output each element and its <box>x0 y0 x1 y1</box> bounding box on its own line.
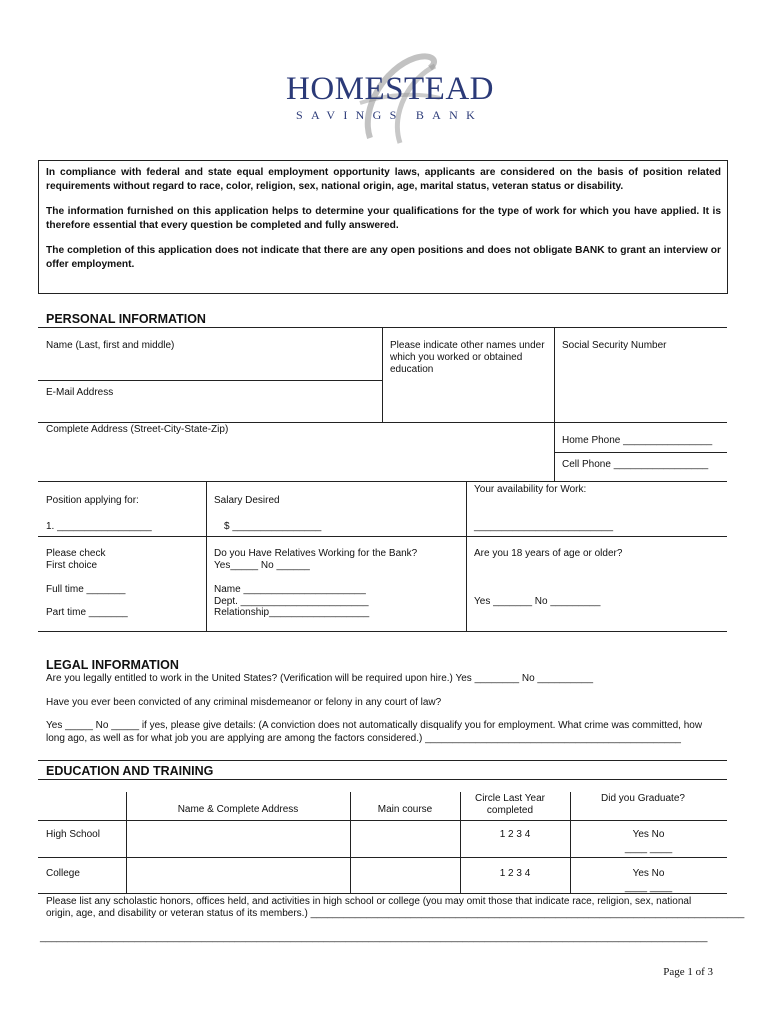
divider <box>38 820 727 821</box>
notice-box <box>38 160 728 294</box>
part-time-option[interactable]: Part time _______ <box>46 607 128 618</box>
divider <box>38 779 727 780</box>
divider <box>38 422 727 423</box>
honors-line-1: Please list any scholastic honors, offices held, and activities in high school or college (you may omit those that indicate race, religion, sex, national <box>46 896 692 907</box>
column-name-address: Name & Complete Address <box>177 804 299 815</box>
address-field[interactable]: Complete Address (Street-City-State-Zip) <box>46 424 229 435</box>
legal-heading: LEGAL INFORMATION <box>46 658 179 672</box>
divider <box>466 481 467 631</box>
logo-wordmark: HOMESTEAD <box>286 71 494 107</box>
relatives-question: Do you Have Relatives Working for the Bank? <box>214 548 418 559</box>
logo-subtitle: SAVINGS BANK <box>296 108 484 122</box>
high-school-graduated-blanks[interactable]: ____ ____ <box>624 843 673 854</box>
education-heading: EDUCATION AND TRAINING <box>46 764 214 778</box>
home-phone-field[interactable]: Home Phone ________________ <box>562 435 713 446</box>
position-input[interactable]: 1. _________________ <box>46 521 152 532</box>
column-graduated: Did you Graduate? <box>601 793 685 804</box>
honors-line-3[interactable]: ________________________________________________________________________________________________________________________ <box>40 932 708 943</box>
relatives-answer[interactable]: Yes_____ No ______ <box>214 560 310 571</box>
relative-name-field[interactable]: Name ______________________ <box>214 584 366 595</box>
divider <box>38 857 727 858</box>
page-number: Page 1 of 3 <box>663 966 713 978</box>
availability-label: Your availability for Work: <box>474 484 587 495</box>
conviction-details-line1[interactable]: Yes _____ No _____ if yes, please give details: (A conviction does not automatically disqualify you for employment. What crime was committed, how <box>46 720 703 731</box>
divider <box>38 893 727 894</box>
availability-input[interactable]: _________________________ <box>474 521 614 532</box>
college-graduated-blanks[interactable]: ____ ____ <box>624 882 673 893</box>
other-names-field[interactable]: Please indicate other names under which you worked or obtained education <box>390 340 545 375</box>
divider <box>38 481 727 482</box>
name-field[interactable]: Name (Last, first and middle) <box>46 340 175 351</box>
divider <box>206 481 207 631</box>
divider <box>38 631 727 632</box>
cell-phone-field[interactable]: Cell Phone _________________ <box>562 459 709 470</box>
ssn-field[interactable]: Social Security Number <box>562 340 667 351</box>
conviction-question: Have you ever been convicted of any criminal misdemeanor or felony in any court of law? <box>46 697 442 708</box>
relative-dept-field[interactable]: Dept. _______________________ <box>214 596 369 607</box>
notice-paragraph-3: The completion of this application does not indicate that there are any open positions and does not obligate BANK to grant an interview or offer employment. <box>46 245 721 270</box>
divider <box>382 327 383 423</box>
divider <box>38 380 382 381</box>
notice-paragraph-2: The information furnished on this application helps to determine your qualifications for the type of work for which you have applied. It is therefore essential that every question be completed and fully answered. <box>46 206 721 231</box>
notice-paragraph-1: In compliance with federal and state equal employment opportunity laws, applicants are considered on the basis of position related requirements without regard to race, color, religion, sex, national origin, age, marital status, veteran status or disability. <box>46 167 721 192</box>
divider <box>38 760 727 761</box>
relative-relationship-field[interactable]: Relationship__________________ <box>214 607 370 618</box>
honors-line-2[interactable]: origin, age, and disability or veteran status of its members.) ______________________________________________________________________________ <box>46 908 745 919</box>
position-label: Position applying for: <box>46 495 139 506</box>
personal-heading: PERSONAL INFORMATION <box>46 312 206 326</box>
college-years[interactable]: 1 2 3 4 <box>499 868 531 879</box>
work-authorization-question[interactable]: Are you legally entitled to work in the United States? (Verification will be required upon hire.) Yes ________ No __________ <box>46 673 594 684</box>
full-time-option[interactable]: Full time _______ <box>46 584 126 595</box>
high-school-label: High School <box>46 829 100 840</box>
college-label: College <box>46 868 80 879</box>
column-main-course: Main course <box>377 804 433 815</box>
salary-label: Salary Desired <box>214 495 280 506</box>
divider <box>554 327 555 423</box>
high-school-graduated[interactable]: Yes No <box>632 829 665 840</box>
salary-input[interactable]: $ ________________ <box>224 521 322 532</box>
college-graduated[interactable]: Yes No <box>632 868 665 879</box>
column-year-completed: Circle Last Year completed <box>474 793 546 816</box>
high-school-years[interactable]: 1 2 3 4 <box>499 829 531 840</box>
email-field[interactable]: E-Mail Address <box>46 387 114 398</box>
conviction-details-line2[interactable]: long ago, as well as for what job you are applying are among the factors considered.) ______________________________________________ <box>46 733 681 744</box>
age-question: Are you 18 years of age or older? <box>474 548 623 559</box>
divider <box>38 536 727 537</box>
age-answer[interactable]: Yes _______ No _________ <box>474 596 601 607</box>
first-choice-label: Please check First choice <box>46 548 106 571</box>
divider <box>554 452 727 453</box>
